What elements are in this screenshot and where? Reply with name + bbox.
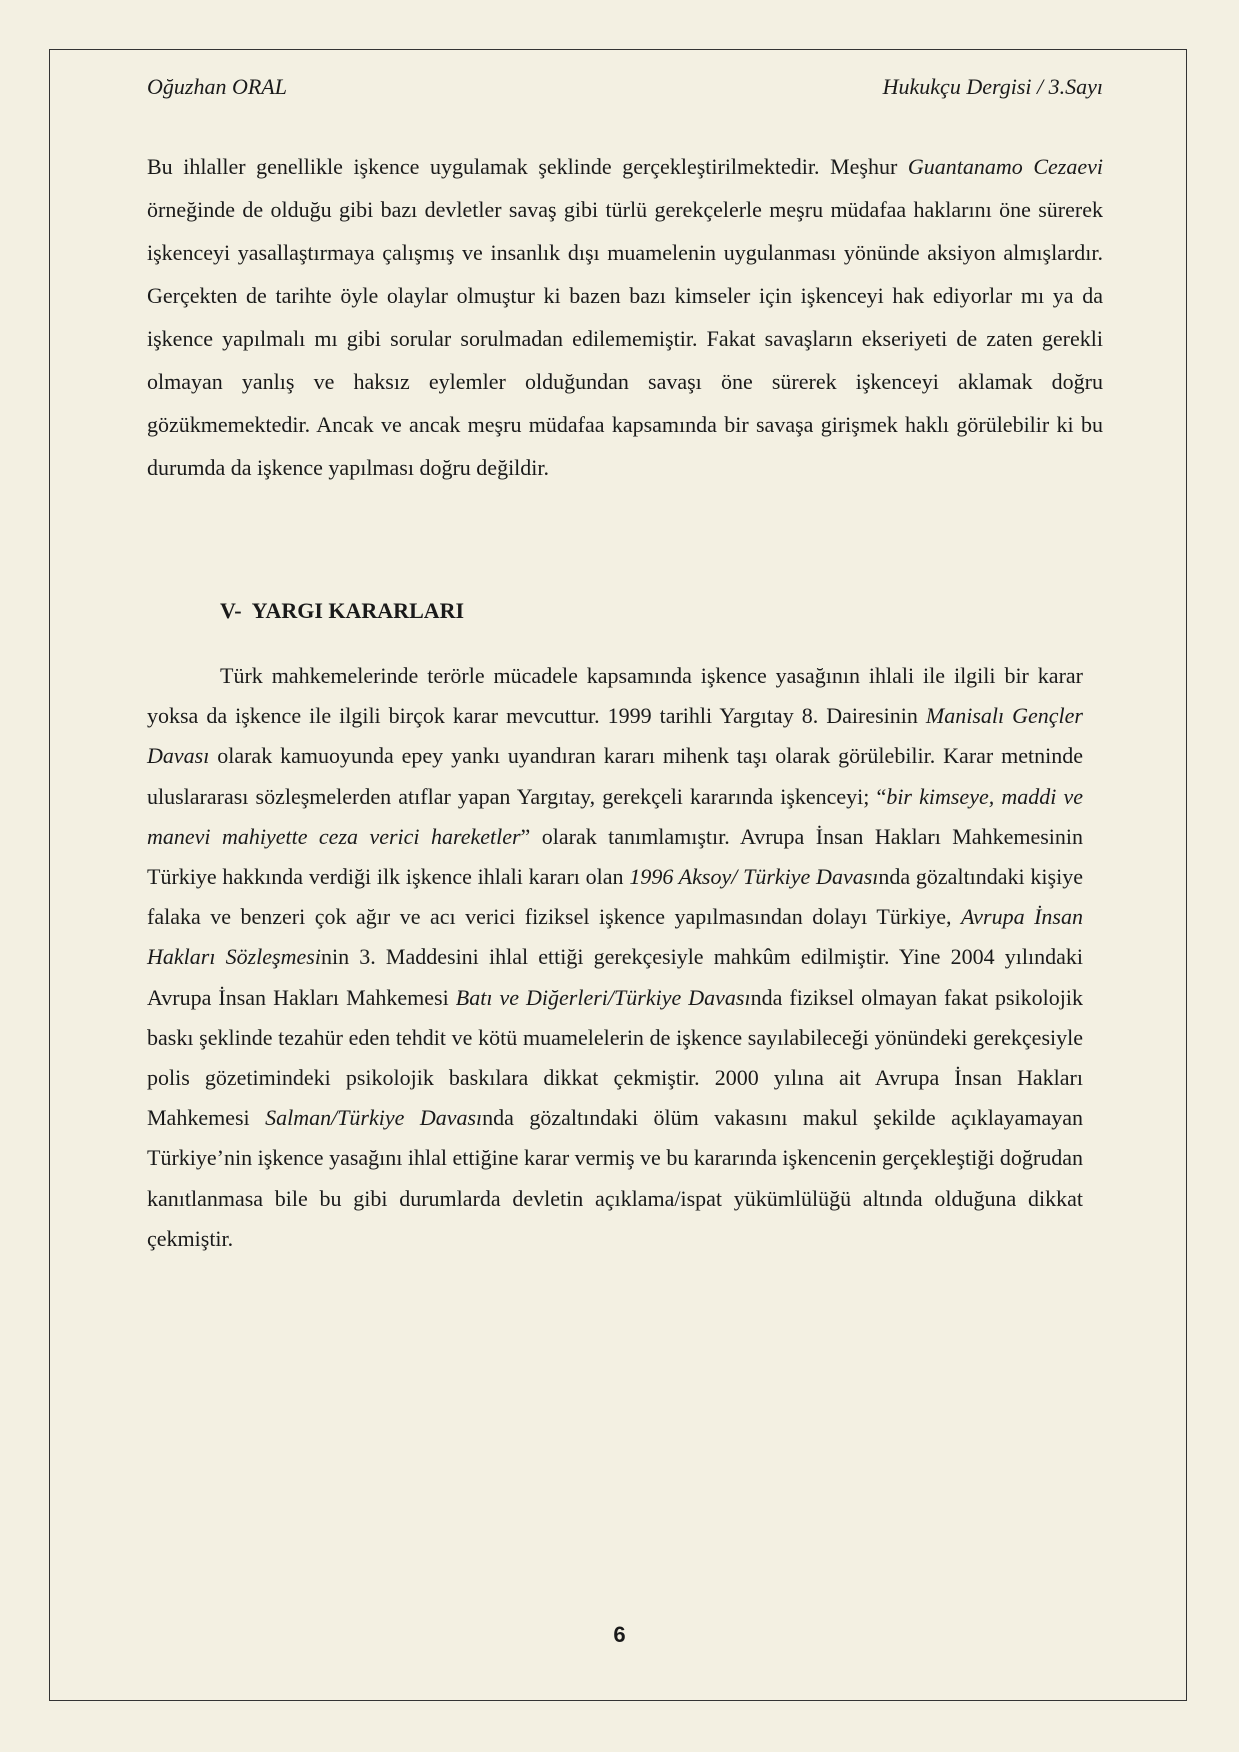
text-run: ” olarak tanımlamıştır. Avrupa İnsan Hakları Mahkemesinin Türkiye hakkında verdiği ilk işkence ihlali kararı olan [147,823,1083,890]
body-paragraph-1 [147,145,1103,489]
text-run: Türk mahkemelerinde terörle mücadele kapsamında işkence yasağının ihlali ile ilgili bir karar yoksa da işkence ile ilgili birçok karar mevcuttur. 1999 tarihli Yargıtay 8. Dairesinin [147,663,1083,729]
italic-run: Avrupa İnsan Hakları Sözleşmesi [147,904,1083,970]
text-run: olarak kamuoyunda epey yankı uyandıran kararı mihenk taşı olarak görülebilir. Karar metninde uluslararası sözleşmelerden atıflar yapan Yargıtay, gerekçeli kararında işkenceyi; “ [147,743,1083,809]
italic-run: Guantanamo Cezaevi [907,154,1103,179]
page-number: 6 [613,1622,626,1647]
text-run: nda fiziksel olmayan fakat psikolojik baskı şeklinde tezahür eden tehdit ve kötü muamelelerin de işkence sayılabileceği yönündeki gerekçesiyle polis gözetimindeki psikolojik baskılara dikkat çekmiştir. 2000 yılına ait Avrupa İnsan Hakları Mahkemesi [147,984,1083,1131]
italic-run: Salman/Türkiye Davası [265,1105,483,1131]
section-number: V- [220,598,242,623]
body-paragraph-2 [147,656,1083,1259]
section-heading [220,596,464,626]
header-journal: Hukukçu Dergisi / 3.Sayı [882,74,1103,99]
text-run: örneğinde de olduğu gibi bazı devletler savaş gibi türlü gerekçelerle meşru müdafaa haklarını öne sürerek işkenceyi yasallaştırmaya çalışmış ve insanlık dışı muamelenin uygulanması yönünde aksiyon almışlardır. Gerçekten de tarihte öyle olaylar olmuştur ki bazen bazı kimseler için işkenceyi hak ediyorlar mı ya da işkence yapılmalı mı gibi sorular sorulmadan edilememiştir. Fakat savaşların ekseriyeti de zaten gerekli olmayan yanlış ve haksız eylemler olduğundan savaşı öne sürerek işkenceyi aklamak doğru gözükmemektedir. Ancak ve ancak meşru müdafaa kapsamında bir savaşa girişmek haklı görülebilir ki bu durumda da işkence yapılması doğru değildir. [147,197,1103,480]
section-title: YARGI KARARLARI [251,598,465,623]
italic-run: bir kimseye, maddi ve manevi mahiyette ceza verici hareketler [147,783,1084,849]
italic-run: Manisalı Gençler Davası [147,703,1083,769]
text-run: Bu ihlaller genellikle işkence uygulamak şeklinde gerçekleştirilmektedir. Meşhur [147,154,908,179]
text-run: nin 3. Maddesini ihlal ettiği gerekçesiyle mahkûm edilmiştir. Yine 2004 yılındaki Avrupa İnsan Hakları Mahkemesi [147,944,1084,1010]
header-author: Oğuzhan ORAL [147,74,287,99]
text-run: nda gözaltındaki ölüm vakasını makul şekilde açıklayamayan Türkiye’nin işkence yasağını ihlal ettiğine karar vermiş ve bu kararında işkencenin gerçekleştiği doğrudan kanıtlanmasa bile bu gibi durumlarda devletin açıklama/ispat yükümlülüğü altında olduğuna dikkat çekmiştir. [147,1105,1083,1251]
italic-run: Batı ve Diğerleri/Türkiye Davası [455,984,751,1010]
italic-run: 1996 Aksoy/ Türkiye Davası [629,864,879,890]
text-run: nda gözaltındaki kişiye falaka ve benzeri çok ağır ve acı verici fiziksel işkence yapılmasından dolayı Türkiye, [147,864,1083,930]
